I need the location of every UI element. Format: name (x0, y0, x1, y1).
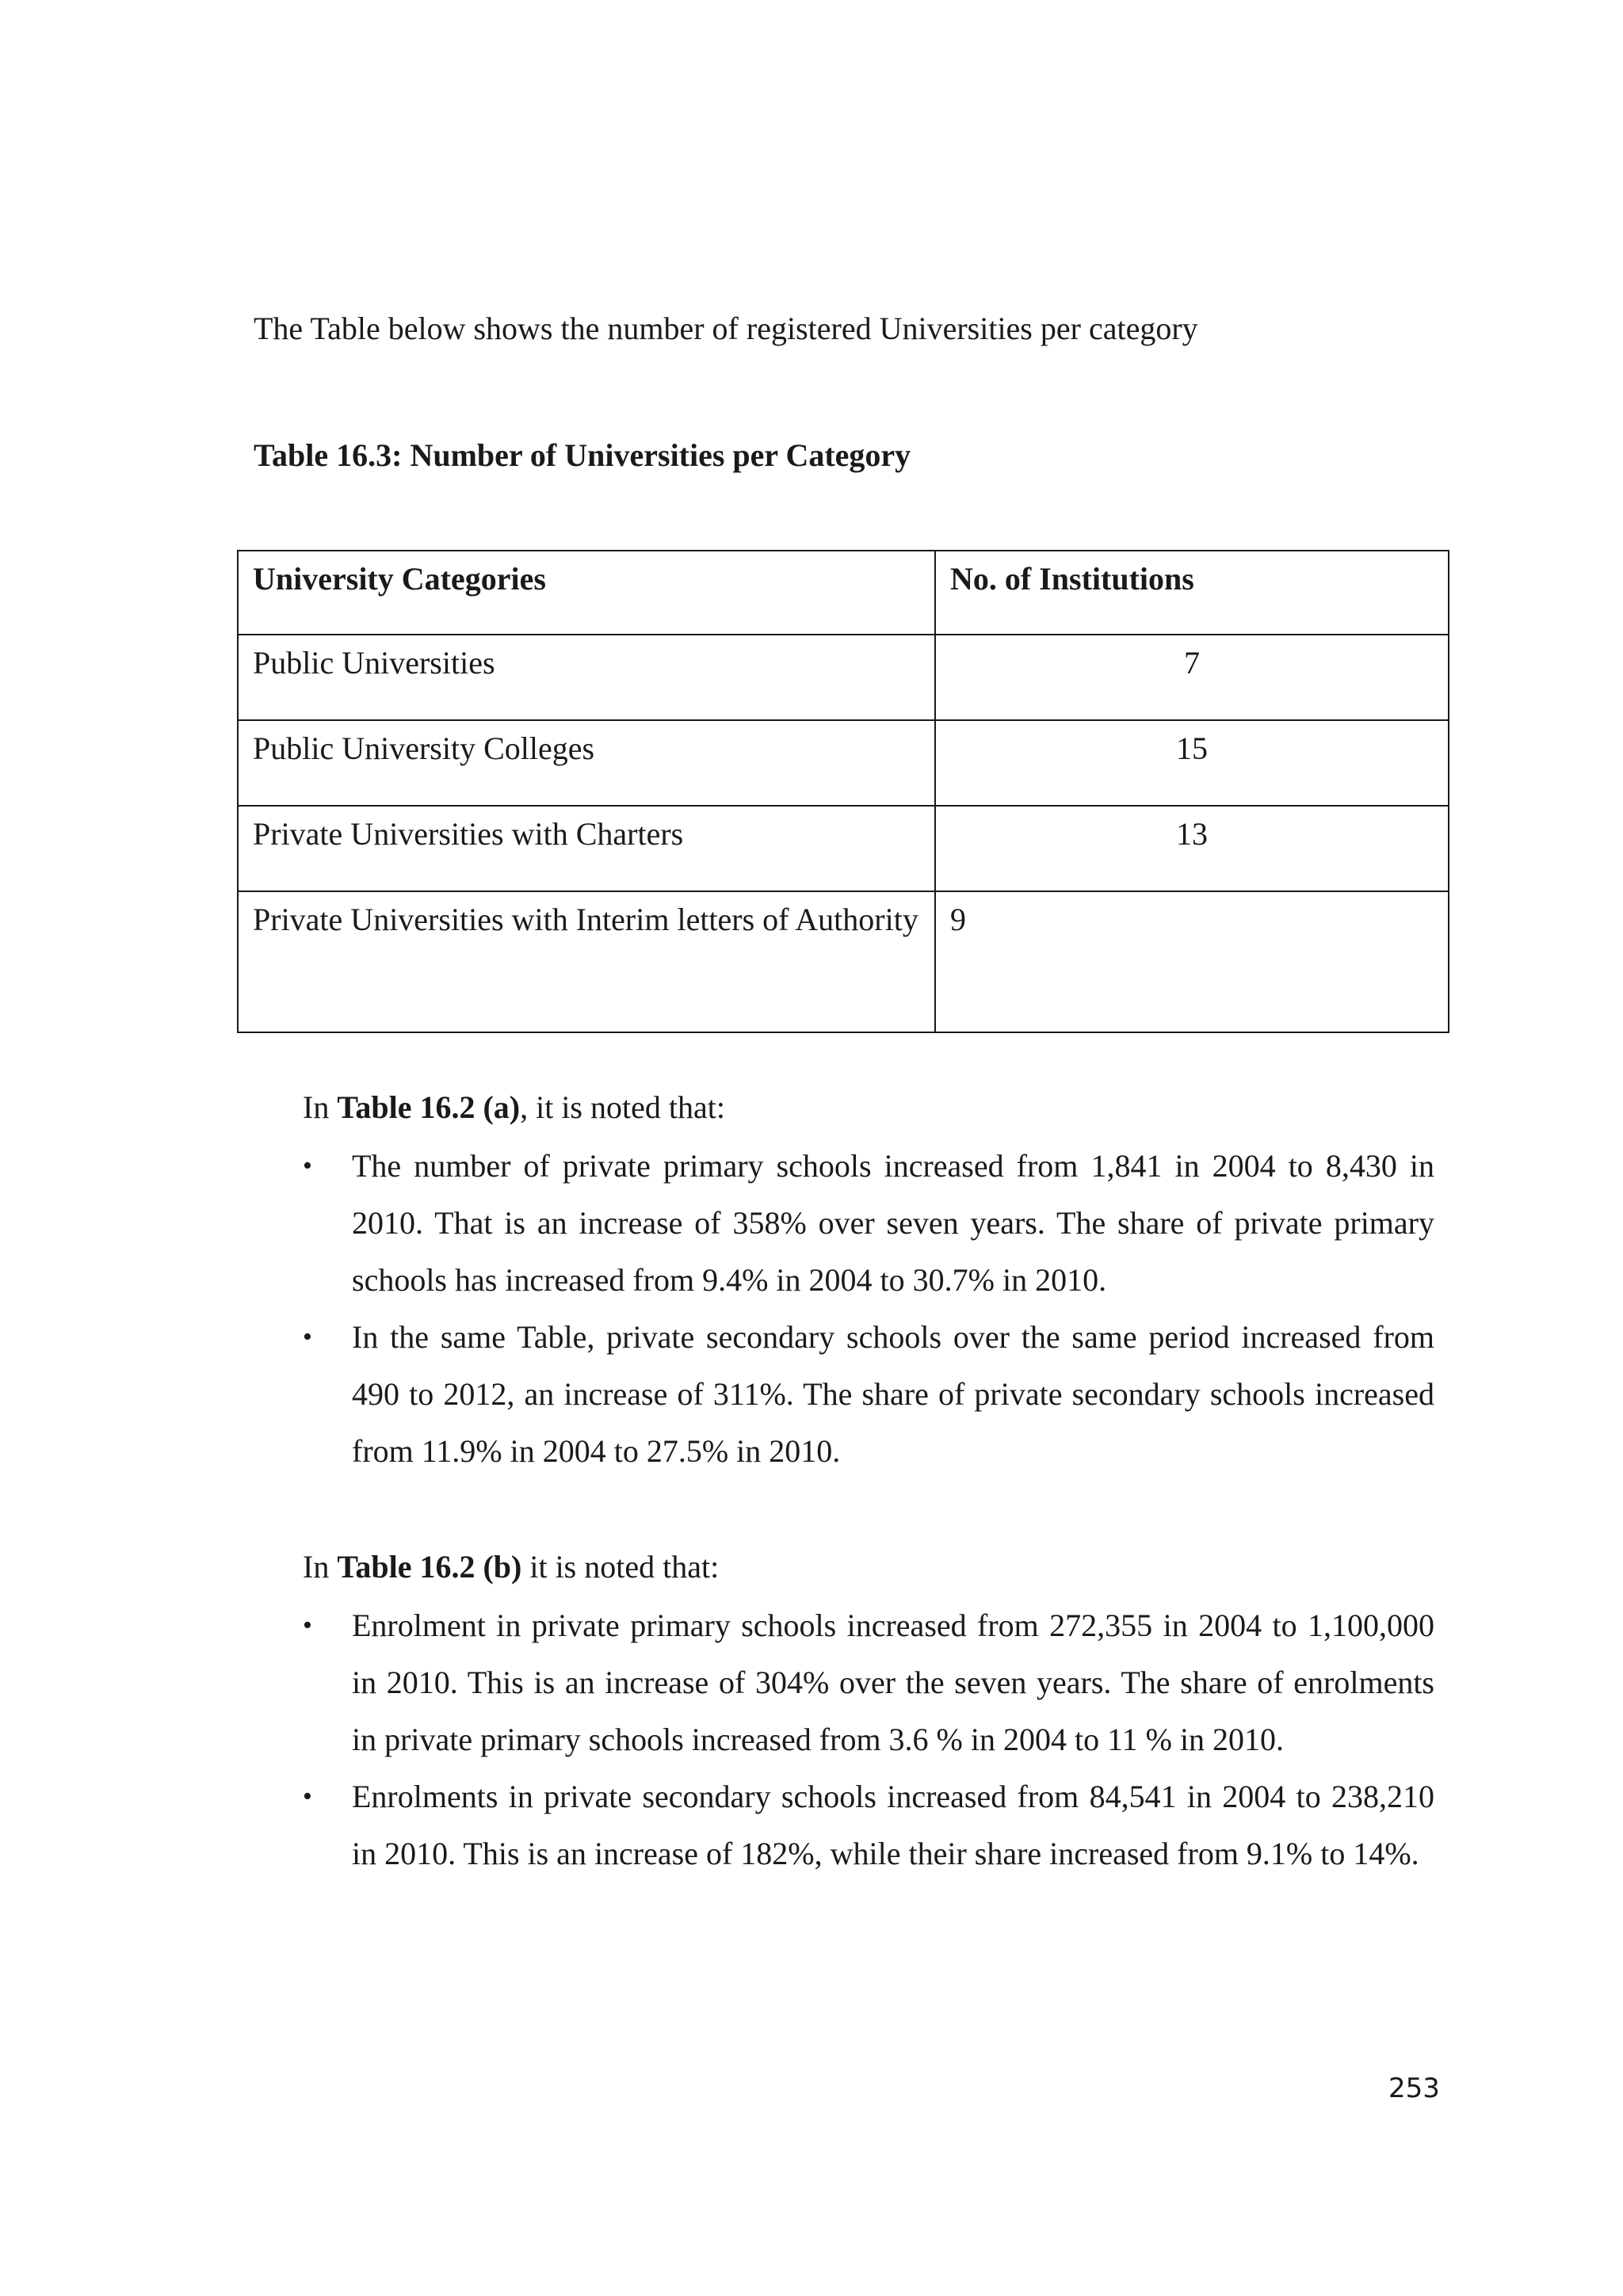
table-reference: Table 16.2 (b) (337, 1549, 522, 1585)
list-item-text: Enrolments in private secondary schools increased from 84,541 in 2004 to 238,210 in 2010. This is an increase of 182%, while their share increased from 9.1% to 14%. (352, 1779, 1434, 1871)
list-item-text: Enrolment in private primary schools increased from 272,355 in 2004 to 1,100,000 in 2010. This is an increase of 304% over the seven years. The share of enrolments in private primary schools increased from 3.6 % in 2004 to 11 % in 2010. (352, 1608, 1434, 1757)
category-cell: Private Universities with Interim letters of Authority (238, 891, 935, 1032)
page-number: 253 (1388, 2073, 1440, 2104)
list-item (303, 1138, 1434, 1309)
table-row (238, 635, 1449, 720)
column-header-count: No. of Institutions (935, 551, 1449, 635)
list-item-text: The number of private primary schools increased from 1,841 in 2004 to 8,430 in 2010. That is an increase of 358% over seven years. The share of private primary schools has increased from 9.4% in 2004 to 30.7% in 2010. (352, 1148, 1434, 1298)
category-cell: Public University Colleges (238, 720, 935, 806)
category-cell: Private Universities with Charters (238, 806, 935, 891)
section-table-16-2-b (303, 1543, 1434, 1882)
table-row (238, 806, 1449, 891)
list-item (303, 1309, 1434, 1480)
bullet-icon: • (303, 1611, 312, 1640)
bullet-icon: • (303, 1151, 312, 1180)
bullet-list (303, 1138, 1434, 1480)
list-item (303, 1597, 1434, 1768)
bullet-list (303, 1597, 1434, 1882)
category-cell: Public Universities (238, 635, 935, 720)
count-cell: 15 (935, 720, 1449, 806)
table-reference: Table 16.2 (a) (337, 1089, 521, 1125)
column-header-category: University Categories (238, 551, 935, 635)
bullet-icon: • (303, 1322, 312, 1352)
lead-prefix: In (303, 1089, 338, 1125)
section-lead (303, 1543, 1434, 1591)
universities-table (237, 550, 1449, 1033)
table-header-row (238, 551, 1449, 635)
intro-paragraph: The Table below shows the number of registered Universities per category (254, 311, 1198, 346)
count-cell: 9 (935, 891, 1449, 1032)
count-cell: 7 (935, 635, 1449, 720)
bullet-icon: • (303, 1782, 312, 1811)
lead-prefix: In (303, 1549, 338, 1585)
count-cell: 13 (935, 806, 1449, 891)
lead-suffix: it is noted that: (521, 1549, 720, 1585)
lead-suffix: , it is noted that: (520, 1089, 725, 1125)
section-table-16-2-a (303, 1084, 1434, 1480)
list-item-text: In the same Table, private secondary schools over the same period increased from 490 to 2012, an increase of 311%. The share of private secondary schools increased from 11.9% in 2004 to 27.5% in 2010. (352, 1319, 1434, 1469)
table-row (238, 891, 1449, 1032)
list-item (303, 1768, 1434, 1882)
table-row (238, 720, 1449, 806)
table-caption: Table 16.3: Number of Universities per Category (254, 437, 911, 473)
section-lead (303, 1084, 1434, 1131)
